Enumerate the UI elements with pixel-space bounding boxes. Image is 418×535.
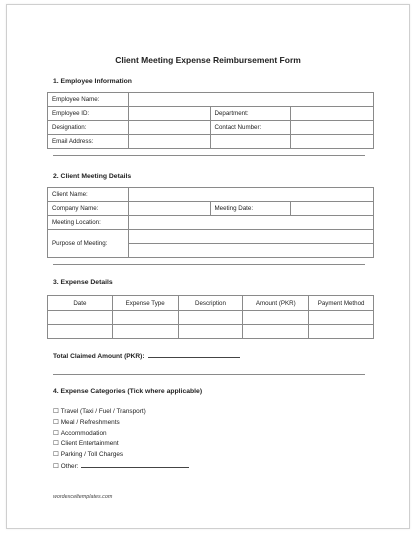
total-label: Total Claimed Amount (PKR): [53, 353, 145, 360]
contact-number-field[interactable] [291, 121, 374, 135]
expense-column-header: Date [48, 296, 113, 311]
section-heading-employee: 1. Employee Information [53, 78, 132, 85]
category-other[interactable] [53, 461, 189, 470]
table-cell[interactable] [112, 311, 178, 325]
designation-label: Designation: [48, 121, 129, 135]
purpose-label: Purpose of Meeting: [48, 230, 129, 258]
category-travel[interactable] [53, 407, 146, 415]
table-cell[interactable] [243, 325, 309, 339]
category-parking[interactable] [53, 450, 123, 458]
category-label: Client Entertainment [60, 440, 119, 447]
checkbox-icon[interactable]: ☐ [53, 440, 59, 447]
expense-table [47, 295, 374, 339]
total-claimed-amount [53, 350, 240, 360]
form-title: Client Meeting Expense Reimbursement Form [115, 55, 301, 65]
purpose-field-line-1[interactable] [128, 230, 373, 244]
contact-number-label: Contact Number: [210, 121, 291, 135]
table-cell[interactable] [309, 325, 374, 339]
checkbox-icon[interactable]: ☐ [53, 451, 59, 458]
email-field[interactable] [128, 135, 210, 149]
divider [53, 155, 365, 156]
table-cell[interactable] [178, 325, 243, 339]
checkbox-icon[interactable]: ☐ [53, 419, 59, 426]
meeting-details-table [47, 187, 374, 258]
category-label: Other: [60, 463, 79, 470]
expense-column-header: Amount (PKR) [243, 296, 309, 311]
client-name-label: Client Name: [48, 188, 129, 202]
checkbox-icon[interactable]: ☐ [53, 463, 59, 470]
table-row [48, 325, 374, 339]
total-amount-field[interactable] [148, 350, 240, 358]
table-cell[interactable] [243, 311, 309, 325]
employee-id-field[interactable] [128, 107, 210, 121]
category-label: Accommodation [60, 430, 107, 437]
category-meal[interactable] [53, 418, 120, 426]
expense-column-header: Payment Method [309, 296, 374, 311]
divider [53, 264, 365, 265]
company-name-field[interactable] [128, 202, 210, 216]
purpose-field-line-2[interactable] [128, 244, 373, 258]
category-label: Meal / Refreshments [60, 419, 120, 426]
table-cell[interactable] [178, 311, 243, 325]
section-heading-meeting: 2. Client Meeting Details [53, 173, 132, 180]
company-name-label: Company Name: [48, 202, 129, 216]
form-page [6, 4, 410, 529]
department-field[interactable] [291, 107, 374, 121]
table-cell[interactable] [48, 311, 113, 325]
employee-id-label: Employee ID: [48, 107, 129, 121]
table-cell[interactable] [309, 311, 374, 325]
category-client-entertainment[interactable] [53, 439, 119, 447]
employee-name-label: Employee Name: [48, 93, 129, 107]
email-extra-cell [291, 135, 374, 149]
client-name-field[interactable] [128, 188, 373, 202]
category-label: Travel (Taxi / Fuel / Transport) [60, 408, 146, 415]
category-accommodation[interactable] [53, 429, 107, 437]
email-extra-cell [210, 135, 291, 149]
expense-column-header: Description [178, 296, 243, 311]
checkbox-icon[interactable]: ☐ [53, 408, 59, 415]
divider [53, 374, 365, 375]
meeting-date-field[interactable] [291, 202, 374, 216]
meeting-location-label: Meeting Location: [48, 216, 129, 230]
table-row [48, 311, 374, 325]
section-heading-categories: 4. Expense Categories (Tick where applicable) [53, 388, 203, 395]
department-label: Department: [210, 107, 291, 121]
designation-field[interactable] [128, 121, 210, 135]
employee-name-field[interactable] [128, 93, 373, 107]
footer-website: wordexceltemplates.com [53, 494, 113, 500]
table-cell[interactable] [112, 325, 178, 339]
employee-info-table [47, 92, 374, 149]
meeting-location-field[interactable] [128, 216, 373, 230]
meeting-date-label: Meeting Date: [210, 202, 291, 216]
email-label: Email Address: [48, 135, 129, 149]
table-cell[interactable] [48, 325, 113, 339]
expense-column-header: Expense Type [112, 296, 178, 311]
other-field[interactable] [81, 461, 189, 468]
category-label: Parking / Toll Charges [60, 451, 124, 458]
checkbox-icon[interactable]: ☐ [53, 430, 59, 437]
section-heading-expense: 3. Expense Details [53, 279, 113, 286]
